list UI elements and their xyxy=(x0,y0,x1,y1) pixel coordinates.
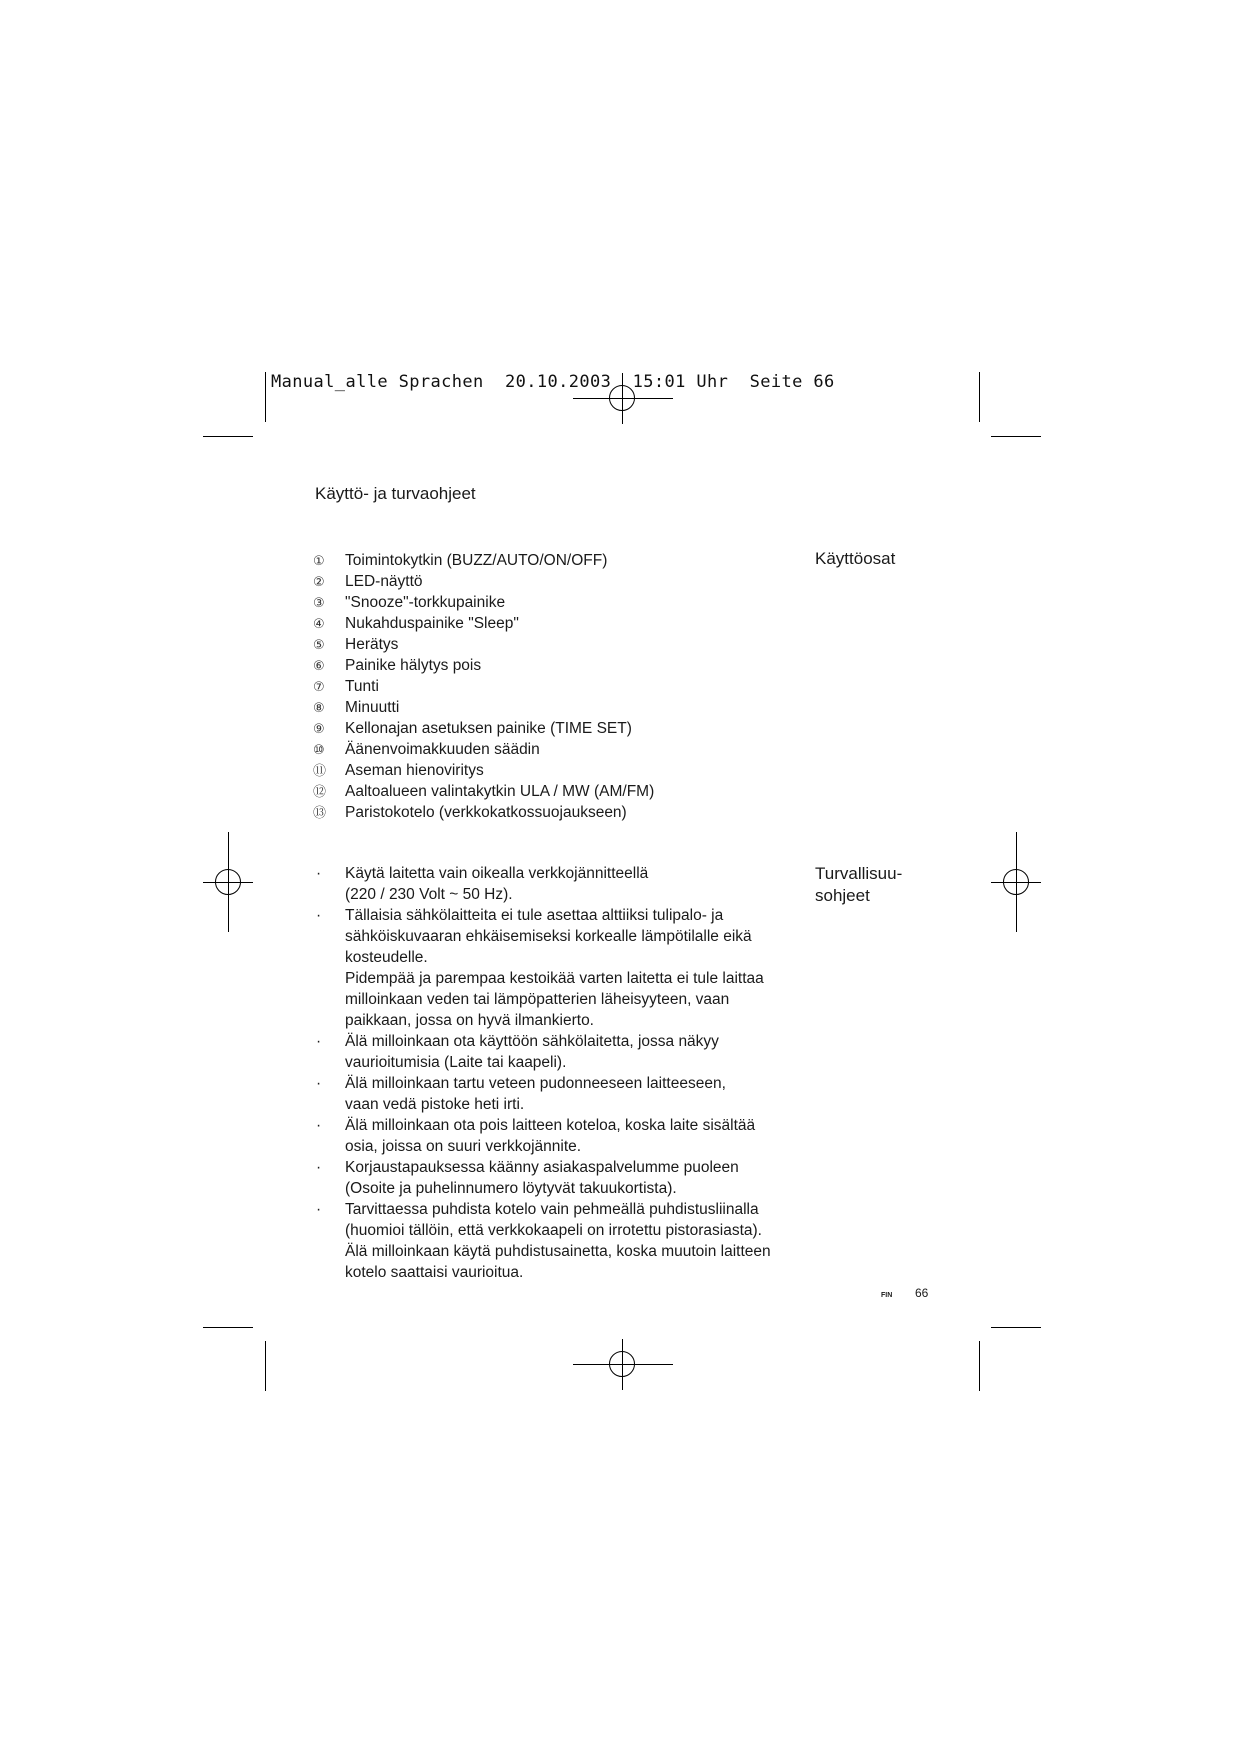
bullet: · xyxy=(316,1033,322,1050)
list-item xyxy=(313,571,654,592)
section-label-safety xyxy=(815,863,902,906)
text-line: (huomioi tällöin, että verkkokaapeli on irrotettu pistorasiasta). xyxy=(345,1222,762,1239)
list-item xyxy=(313,655,654,676)
list-item xyxy=(313,1115,793,1157)
list-item xyxy=(313,1073,793,1115)
page-number: 66 xyxy=(915,1286,929,1300)
bullet: · xyxy=(316,1075,322,1092)
text-line: Älä milloinkaan käytä puhdistusainetta, koska muutoin laitteen xyxy=(345,1243,771,1260)
item-text: "Snooze"-torkkupainike xyxy=(345,594,506,611)
bullet: · xyxy=(316,1117,322,1134)
print-slug: Manual_alle Sprachen 20.10.2003 15:01 Uhr Seite 66 xyxy=(271,372,835,392)
list-item xyxy=(313,550,654,571)
text-line: (220 / 230 Volt ~ 50 Hz). xyxy=(345,886,513,903)
crop-mark-top-left-vertical xyxy=(265,372,266,422)
item-text: Paristokotelo (verkkokatkossuojaukseen) xyxy=(345,804,627,821)
text-line: paikkaan, jossa on hyvä ilmankierto. xyxy=(345,1012,594,1029)
text-line: Älä milloinkaan tartu veteen pudonneeseen laitteeseen, xyxy=(345,1075,726,1092)
text-line: vaan vedä pistoke heti irti. xyxy=(345,1096,525,1113)
item-text: Painike hälytys pois xyxy=(345,657,482,674)
list-item xyxy=(313,1031,793,1073)
safety-list xyxy=(313,863,793,1283)
bullet: · xyxy=(316,1201,322,1218)
text-line: milloinkaan veden tai lämpöpatterien läheisyyteen, vaan xyxy=(345,991,730,1008)
item-number: ① xyxy=(313,553,325,568)
text-line: osia, joissa on suuri verkkojännite. xyxy=(345,1138,582,1155)
list-item xyxy=(313,1199,793,1283)
crop-mark-bottom-left-horizontal xyxy=(203,1327,253,1328)
crop-mark-bottom-right-vertical xyxy=(979,1341,980,1391)
text-line: kosteudelle. xyxy=(345,949,428,966)
text-line: kotelo saattaisi vaurioitua. xyxy=(345,1264,524,1281)
list-item xyxy=(313,676,654,697)
parts-list xyxy=(313,550,654,823)
item-number: ⑨ xyxy=(313,721,325,736)
list-item xyxy=(313,739,654,760)
text-line: sähköiskuvaaran ehkäisemiseksi korkealle lämpötilalle eikä xyxy=(345,928,752,945)
item-text: Äänenvoimakkuuden säädin xyxy=(345,741,540,758)
section-label-parts: Käyttöosat xyxy=(815,549,896,568)
item-number: ⑤ xyxy=(313,637,325,652)
text-line: Korjaustapauksessa käänny asiakaspalvelumme puoleen xyxy=(345,1159,739,1176)
crop-mark-top-left-horizontal xyxy=(203,436,253,437)
text-line: Pidempää ja parempaa kestoikää varten laitetta ei tule laittaa xyxy=(345,970,764,987)
item-number: ⑪ xyxy=(313,763,327,778)
language-code: FIN xyxy=(881,1292,893,1299)
list-item xyxy=(313,697,654,718)
text-line: (Osoite ja puhelinnumero löytyvät takuukortista). xyxy=(345,1180,677,1197)
item-number: ④ xyxy=(313,616,325,631)
list-item xyxy=(313,863,793,905)
text-line: vaurioitumisia (Laite tai kaapeli). xyxy=(345,1054,567,1071)
page-title: Käyttö- ja turvaohjeet xyxy=(315,484,476,503)
item-number: ⑧ xyxy=(313,700,325,715)
list-item xyxy=(313,718,654,739)
crop-mark-bottom-right-horizontal xyxy=(991,1327,1041,1328)
list-item xyxy=(313,781,654,802)
bullet: · xyxy=(316,907,322,924)
list-item xyxy=(313,1157,793,1199)
list-item xyxy=(313,613,654,634)
crop-mark-bottom-left-vertical xyxy=(265,1341,266,1391)
crop-mark-top-right-horizontal xyxy=(991,436,1041,437)
section-label-line: sohjeet xyxy=(815,885,870,905)
crop-mark-top-right-vertical xyxy=(979,372,980,422)
item-number: ③ xyxy=(313,595,325,610)
list-item xyxy=(313,592,654,613)
item-text: Aaltoalueen valintakytkin ULA / MW (AM/FM) xyxy=(345,783,655,800)
list-item xyxy=(313,905,793,1031)
list-item xyxy=(313,802,654,823)
registration-mark-right-circle xyxy=(1003,869,1029,895)
list-item xyxy=(313,634,654,655)
item-number: ⑩ xyxy=(313,742,325,757)
item-number: ⑦ xyxy=(313,679,325,694)
item-number: ⑥ xyxy=(313,658,325,673)
item-text: Tunti xyxy=(345,678,379,695)
item-number: ⑬ xyxy=(313,805,327,820)
item-text: Toimintokytkin (BUZZ/AUTO/ON/OFF) xyxy=(345,552,608,569)
item-text: Minuutti xyxy=(345,699,400,716)
list-item xyxy=(313,760,654,781)
text-line: Älä milloinkaan ota pois laitteen koteloa, koska laite sisältää xyxy=(345,1117,756,1134)
item-number: ② xyxy=(313,574,325,589)
registration-mark-bottom-circle xyxy=(609,1351,635,1377)
bullet: · xyxy=(316,1159,322,1176)
section-label-line: Turvallisuu- xyxy=(815,864,903,883)
text-line: Tällaisia sähkölaitteita ei tule asettaa alttiiksi tulipalo- ja xyxy=(345,907,724,924)
item-text: Herätys xyxy=(345,636,399,653)
text-line: Älä milloinkaan ota käyttöön sähkölaitetta, jossa näkyy xyxy=(345,1033,719,1050)
item-text: Nukahduspainike "Sleep" xyxy=(345,615,519,632)
text-line: Käytä laitetta vain oikealla verkkojännitteellä xyxy=(345,865,649,882)
item-text: LED-näyttö xyxy=(345,573,423,590)
bullet: · xyxy=(316,865,322,882)
item-text: Aseman hienoviritys xyxy=(345,762,484,779)
item-text: Kellonajan asetuksen painike (TIME SET) xyxy=(345,720,632,737)
registration-mark-left-circle xyxy=(215,869,241,895)
text-line: Tarvittaessa puhdista kotelo vain pehmeällä puhdistusliinalla xyxy=(345,1201,759,1218)
item-number: ⑫ xyxy=(313,784,327,799)
